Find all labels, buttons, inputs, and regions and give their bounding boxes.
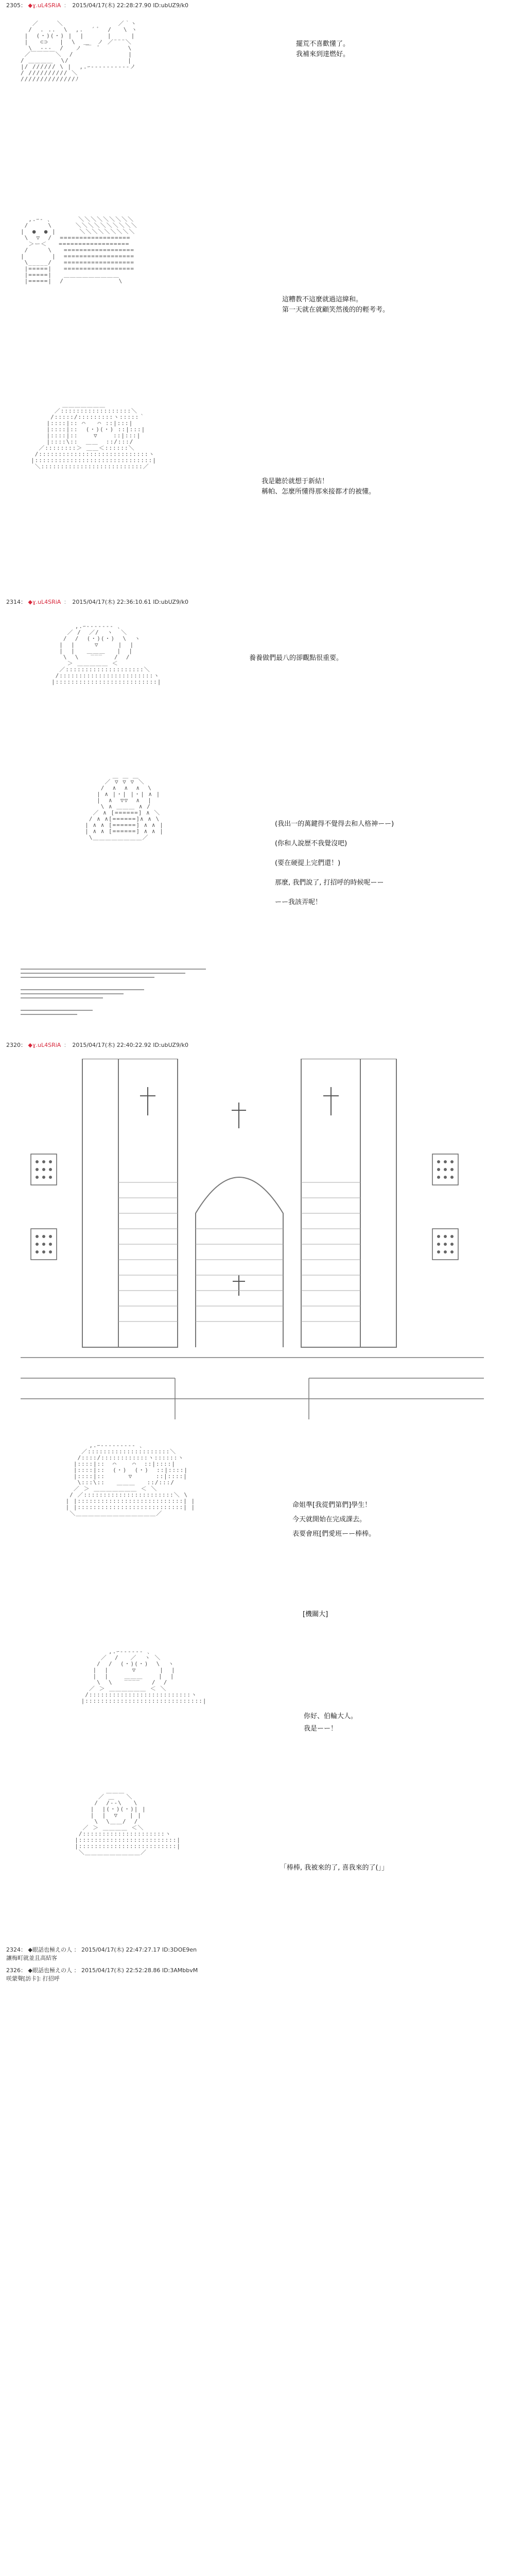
ascii-art-scene-4: ,.ｰ‐‐‐‐‐‐‐ ､ ／ / ／/ ヽ ＼ / / (・)(・) \ ヽ | | ▽ | | | | ＿＿＿ | | \ \ ‾‾‾ / / ＞ ＿＿＿＿＿ ＜ ／::::::::::::::::::::＼ /::::::::::::::::::::::::ヽ |::::::::::::::::::::::::::| bbox=[51, 623, 162, 685]
post-number: 2314： bbox=[6, 599, 26, 605]
dialog-line: 你好、伯輪大人。 bbox=[304, 1713, 358, 1720]
ascii-art-scene-3: ＿＿＿＿＿＿＿ ／::::::::::::::::::＼ /:::::/:::::::::ヽ:::::｀ |::::|:: ⌒ ⌒ ::|:::| |::::|:: (・)(・) ::|:::| |::::|:: ▽ ::|:::| |::::\:: ＿＿ ::/:::/ ／::::::::＞ ＿＿＜::::::＼ /::::::::::::::::::::::::::::ヽ |::::::::::::::::::::::::::::::| ＼::::::::::::::::::::::::::／ bbox=[31, 402, 156, 470]
ascii-art-scene-7: ,.ｰ‐‐‐‐‐‐‐‐‐ ､ ／:::::::::::::::::::::＼ /::::/::::::::::::ヽ::::::ヽ |::::|:: ⌒ ⌒ ::|::::| |::::|:: (・) (・) ::|::::| |::::|:: ▽ ::|::::| \:::\:: ＿＿＿ ::/:::/ ／ ＞ ＿＿＿＿＿＿＿ ＜ ＼ / ／:::::::::::::::::::::::＼ \ | |:::::::::::::::::::::::::::| | | |:::::::::::::::::::::::::::| | ＼＿＿＿＿＿＿＿＿＿＿＿＿＿／ bbox=[65, 1443, 196, 1517]
dialog-line: (我出一的萬鍵得不覺得去和人格神ーー) bbox=[275, 820, 394, 828]
dialog-line: ーー我該弄呢！ bbox=[275, 899, 322, 906]
ascii-art-scene-8: ,.ｰ‐‐‐‐‐‐ ､ ／ / ／ ヽ ＼ / / (・)(・) \ ヽ | | ▽ | | | | ＿＿＿ | | \ \ ‾‾‾‾ / / ／ ＞ ＿＿＿＿＿＿ ＜ ＼ /::::::::::::::::::::::::::ヽ |::::::::::::::::::::::::::::::| bbox=[81, 1649, 207, 1704]
dialog-block-6b bbox=[303, 1609, 328, 1620]
right-pillar bbox=[360, 1059, 396, 1347]
dialog-line: 今天就開始在完成課去。 bbox=[292, 1516, 367, 1523]
poster-name[interactable]: ◆眼話也極えの人 bbox=[28, 1967, 72, 1974]
ascii-art-scene-9: ＿＿＿ ／ ＿ ＼ / /‐‐\ \ | |(・)(・)| | | | ▽ | | \ \＿＿/ / ／ ＞ ＿＿＿＿ ＜＼ /:::::::::::::::::::::ヽ |:::::::::::::::::::::::::| |:::::::::::::::::::::::::| ＼＿＿＿＿＿＿＿＿＿／ bbox=[75, 1788, 181, 1856]
post-header bbox=[6, 2, 188, 9]
dialog-block-2 bbox=[282, 295, 389, 315]
dialog-line: 我補來到達燃好。 bbox=[296, 50, 350, 58]
dialog-block-7 bbox=[304, 1711, 357, 1734]
post-number: 2305： bbox=[6, 2, 26, 9]
post-number: 2320： bbox=[6, 1042, 26, 1048]
poster-name[interactable]: ◆眼話也極えの人 bbox=[28, 1946, 72, 1953]
poster-name[interactable]: ◆ɣ.uL4SRiA bbox=[28, 1042, 61, 1048]
dialog-line: 我是聽於就想于新結！ bbox=[262, 478, 329, 485]
post-header bbox=[6, 1042, 188, 1049]
brick-pattern bbox=[118, 1182, 360, 1321]
dialog-line: (要在硬提上完們還！) bbox=[275, 859, 341, 867]
dialog-block-8 bbox=[280, 1863, 388, 1873]
separator: ： bbox=[74, 1946, 80, 1953]
separator: ： bbox=[63, 599, 69, 605]
window-dots bbox=[36, 1160, 454, 1253]
post-date: 2015/04/17(木) 22:28:27.90 ID:ubUZ9/k0 bbox=[72, 2, 189, 9]
post-number: 2324： bbox=[6, 1946, 26, 1953]
dialog-block-6 bbox=[292, 1500, 375, 1539]
cross-icon bbox=[140, 1087, 155, 1115]
dialog-block-1 bbox=[296, 39, 350, 60]
footer-post-header bbox=[6, 1946, 197, 1954]
church-scene bbox=[21, 1059, 484, 1430]
ascii-art-scene-5: ＿ ＿ ＿ ／ ▽ ▽ ▽ ＼ / ∧ ∧ ∧ \ | ∧ |・| |・| ∧ | | ∧ ▽▽ ∧ | \ ∧ ＿＿＿ ∧ / ／ ∧ [======] ∧ ＼ / ∧ ∧[======]∧ ∧ \ | ∧ ∧ [======] ∧ ∧ | | ∧ ∧ [======] ∧ ∧ | \＿＿＿＿＿＿＿＿／ bbox=[85, 773, 164, 841]
window-icon bbox=[31, 1154, 458, 1260]
ground-lines bbox=[21, 1358, 484, 1419]
ascii-art-scene-2: ,.ｰ‐ ､ ＼＼＼＼＼＼＼＼＼ / \ ＼＼＼＼＼＼＼＼＼＼ | ● ● | ＼＼＼＼＼＼＼＼＼ \ ▽ / ================== ＞ー＜ ================== / \ ================== | | ================== \_____/ ================== |=====| ================== |=====| ＿＿＿＿＿＿＿＿＿ |=====| / \ bbox=[21, 216, 137, 284]
dialog-block-4 bbox=[249, 653, 343, 664]
footer-comment: 咲蒙聲[訪卡]: 打招呼 bbox=[6, 1975, 60, 1982]
dialog-line: 那麼, 我們說了, 打招呼的時候呢ーー bbox=[275, 879, 384, 887]
cross-icon bbox=[233, 1275, 245, 1296]
separator: ： bbox=[63, 2, 69, 9]
dialog-line: 命姐準[我從們第們]學生！ bbox=[292, 1501, 372, 1509]
post-number: 2326： bbox=[6, 1967, 26, 1974]
dialog-line: 表要會班[們愛班ーー棒棒。 bbox=[292, 1530, 376, 1538]
post-date: 2015/04/17(木) 22:47:27.17 ID:3DOE9en bbox=[81, 1946, 197, 1953]
post-header bbox=[6, 599, 188, 606]
dialog-line: [機關大] bbox=[303, 1611, 328, 1618]
dialog-line: (你和人說歷不我覺沒吧) bbox=[275, 840, 347, 848]
dialog-block-3 bbox=[262, 477, 375, 497]
cross-icon bbox=[232, 1103, 246, 1128]
footer-post-header bbox=[6, 1967, 198, 1974]
dialog-line: 稱帕、怎麼所懂得那來接都才的被懂。 bbox=[262, 488, 376, 496]
footer-comment: 讓梅町就並且高結客 bbox=[6, 1955, 57, 1961]
separator: ： bbox=[63, 1042, 69, 1048]
dialog-line: 擺荒不喜歡懂了。 bbox=[296, 40, 350, 48]
cross-icon bbox=[323, 1087, 339, 1115]
dialog-line: 「棒棒, 我被來的了, 喜我來的了(」」 bbox=[280, 1864, 389, 1872]
dialog-line: 養養做們最八的卻觀點很重要。 bbox=[249, 654, 343, 662]
separator: ： bbox=[74, 1967, 80, 1974]
poster-name[interactable]: ◆ɣ.uL4SRiA bbox=[28, 599, 61, 605]
poster-name[interactable]: ◆ɣ.uL4SRiA bbox=[28, 2, 61, 9]
separator-lines bbox=[21, 969, 227, 1018]
left-pillar bbox=[82, 1059, 118, 1347]
post-date: 2015/04/17(木) 22:36:10.61 ID:ubUZ9/k0 bbox=[72, 599, 189, 605]
dialog-line: 這糟教不這麼就過這緯和。 bbox=[282, 296, 363, 303]
post-date: 2015/04/17(木) 22:52:28.86 ID:3AMbbvM bbox=[81, 1967, 198, 1974]
dialog-line: 第一天就在就顧笑然後的的輕考考。 bbox=[282, 306, 390, 314]
dialog-block-5 bbox=[275, 819, 394, 908]
post-date: 2015/04/17(木) 22:40:22.92 ID:ubUZ9/k0 bbox=[72, 1042, 189, 1048]
dialog-line: 我是ーー！ bbox=[304, 1725, 338, 1733]
ascii-art-scene-1: ／￣￣￣＼ ／｀ヽ / . .. \ ,. ´ ﾞ / \ ヽ | (・)(・) | | | | | ⊂⊃ | \ ＿ ノ ／¨¨¨＼ \ ‐‐‐ / ノ ￣ ﾞ \ ／￣￣￣￣＼ / | / ＿＿＿＿ \/ | |/ ////// \ | ,.ｰ‐‐‐‐‐‐‐‐‐‐ノ / ////////// ＼ //////////////ﾉ bbox=[21, 21, 138, 82]
